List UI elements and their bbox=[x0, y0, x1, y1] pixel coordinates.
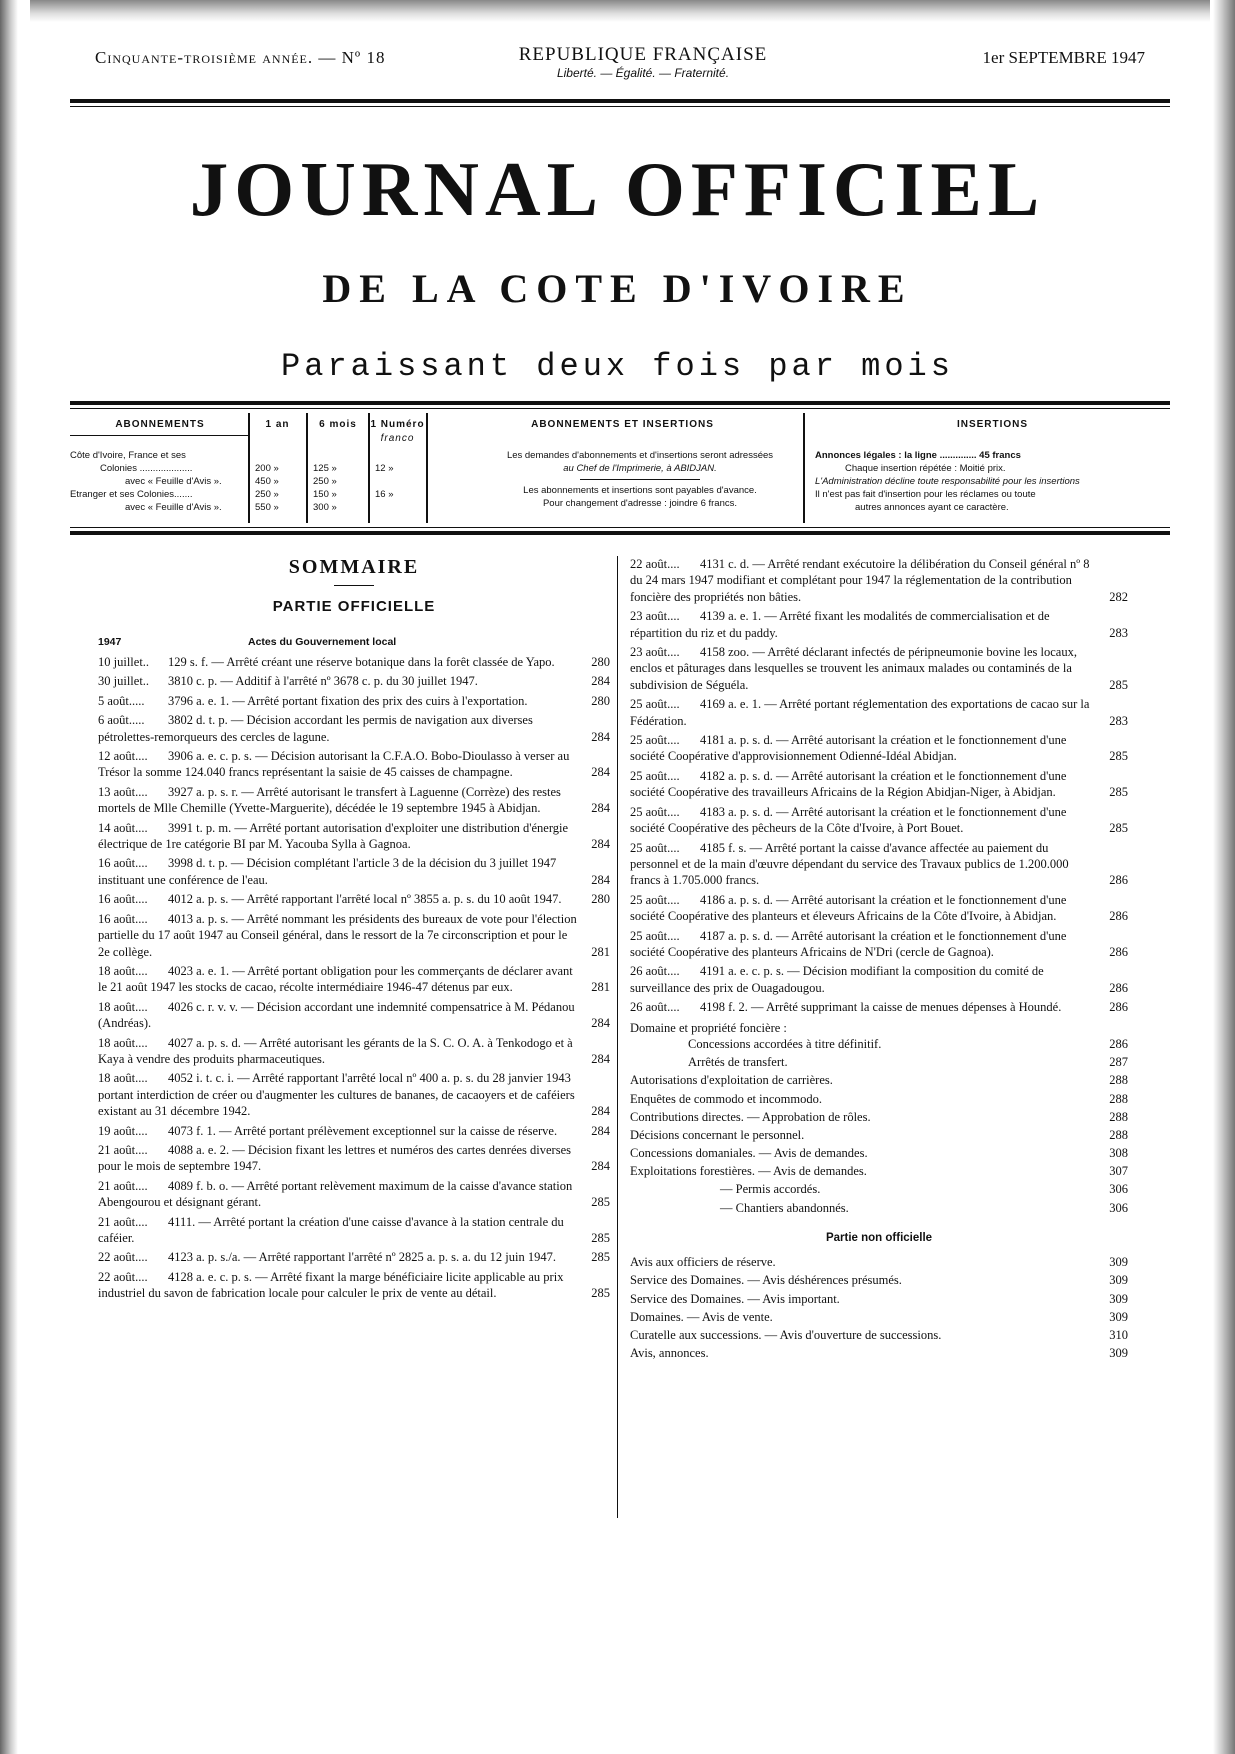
line-text: — Chantiers abandonnés. bbox=[720, 1200, 849, 1215]
partie-non-officielle-title: Partie non officielle bbox=[825, 1231, 933, 1244]
line-text: Autorisations d'exploitation de carrières. bbox=[630, 1073, 833, 1088]
rule-box-bottom-thick bbox=[70, 531, 1170, 535]
entry-date: 25 août.... bbox=[630, 733, 680, 748]
line-text: Exploitations forestières. — Avis de demandes. bbox=[630, 1164, 867, 1179]
price-6-mois: 150 » bbox=[313, 489, 337, 500]
entry-text: 4191 a. e. c. p. s. — Décision modifiant la composition du comité de surveillance des prix de Ouagadougou. bbox=[630, 964, 1044, 995]
non-officielle-list bbox=[630, 1254, 1128, 1363]
sommaire-entry bbox=[98, 712, 610, 745]
entry-page: 280 bbox=[591, 693, 610, 708]
entry-text: 4123 a. p. s./a. — Arrêté rapportant l'arrêté nº 2825 a. p. s. a. du 12 juin 1947. bbox=[168, 1250, 556, 1265]
domaine-list bbox=[630, 1036, 1128, 1072]
sommaire-entry bbox=[630, 963, 1128, 996]
entry-page: 286 bbox=[1109, 1000, 1128, 1015]
motto: Liberté. — Égalité. — Fraternité. bbox=[556, 66, 730, 80]
sommaire-entry bbox=[98, 1249, 610, 1265]
entry-text: 4088 a. e. 2. — Décision fixant les lettres et numéros des cartes denrées diverses pour le mois de septembre 1947. bbox=[98, 1142, 571, 1174]
scan-edge-right bbox=[1213, 0, 1235, 1754]
section-label: Actes du Gouvernement local bbox=[248, 636, 397, 648]
entry-page: 284 bbox=[591, 1123, 610, 1138]
rule-box-top-thick bbox=[70, 401, 1170, 405]
sommaire-entry bbox=[630, 768, 1128, 801]
line-page: 288 bbox=[1109, 1127, 1128, 1142]
entry-date: 26 août.... bbox=[630, 1000, 680, 1015]
insertion-line: Chaque insertion répétée : Moitié prix. bbox=[845, 463, 1006, 474]
line-page: 309 bbox=[1109, 1309, 1128, 1324]
condition-line: Les abonnements et insertions sont payables d'avance. bbox=[523, 485, 757, 496]
price-1-an: 250 » bbox=[255, 489, 279, 500]
entry-date: 12 août.... bbox=[98, 749, 148, 764]
price-6-mois: 125 » bbox=[313, 463, 337, 474]
entry-page: 284 bbox=[591, 1051, 610, 1066]
sommaire-entry bbox=[98, 654, 610, 670]
entry-date: 25 août.... bbox=[630, 804, 680, 819]
entry-page: 281 bbox=[591, 980, 610, 995]
line-text: Avis aux officiers de réserve. bbox=[630, 1255, 776, 1270]
subscription-rows bbox=[70, 449, 470, 514]
sommaire-line bbox=[630, 1272, 1128, 1290]
sommaire-entry bbox=[98, 1142, 610, 1175]
entry-text: 3927 a. p. s. r. — Arrêté autorisant le transfert à Laguenne (Corrèze) des restes mortels de Mlle Chemille (Yvette-Marguerite), décédée le 19 septembre 1945 à Abidjan. bbox=[98, 784, 561, 816]
line-page: 288 bbox=[1109, 1073, 1128, 1088]
subscription-conditions bbox=[445, 449, 835, 510]
subscription-row bbox=[70, 449, 470, 462]
price-1-an: 200 » bbox=[255, 463, 279, 474]
line-text: Contributions directes. — Approbation de rôles. bbox=[630, 1109, 871, 1124]
scan-edge-top bbox=[30, 0, 1210, 22]
line-page: 309 bbox=[1109, 1291, 1128, 1306]
sommaire-line bbox=[630, 1145, 1128, 1163]
entry-date: 26 août.... bbox=[630, 964, 680, 979]
sommaire-line bbox=[630, 1254, 1128, 1272]
line-text: Arrêtés de transfert. bbox=[688, 1055, 788, 1070]
entry-date: 21 août.... bbox=[98, 1214, 148, 1229]
entry-date: 18 août.... bbox=[98, 1071, 148, 1086]
sommaire-line bbox=[630, 1345, 1128, 1363]
sommaire-entry bbox=[630, 840, 1128, 889]
column-separator bbox=[617, 556, 618, 1518]
line-text: Avis, annonces. bbox=[630, 1346, 709, 1361]
entry-date: 30 juillet.. bbox=[98, 674, 150, 689]
entry-date: 6 août..... bbox=[98, 713, 145, 728]
entry-text: 4073 f. 1. — Arrêté portant prélèvement exceptionnel sur la caisse de réserve. bbox=[168, 1123, 558, 1138]
sommaire-entry bbox=[98, 1178, 610, 1211]
line-page: 309 bbox=[1109, 1346, 1128, 1361]
sommaire-entry bbox=[630, 804, 1128, 837]
sommaire-line bbox=[630, 1054, 1128, 1072]
sommaire-line bbox=[630, 1091, 1128, 1109]
entry-text: 4111. — Arrêté portant la création d'une caisse d'avance à la station centrale du caféier. bbox=[98, 1214, 564, 1245]
republic-block bbox=[493, 44, 793, 80]
line-text: Service des Domaines. — Avis déshérences présumés. bbox=[630, 1273, 902, 1288]
sommaire-entry bbox=[98, 1123, 610, 1139]
sommaire-entry bbox=[630, 696, 1128, 729]
divider bbox=[580, 479, 700, 480]
condition-line: au Chef de l'Imprimerie, à ABIDJAN. bbox=[563, 463, 717, 474]
entry-page: 284 bbox=[591, 1104, 610, 1119]
entry-page: 286 bbox=[1109, 944, 1128, 959]
entry-date: 23 août.... bbox=[630, 609, 680, 624]
entry-date: 14 août.... bbox=[98, 820, 148, 835]
header-underline bbox=[70, 435, 250, 436]
line-text: Domaines. — Avis de vente. bbox=[630, 1309, 773, 1324]
entry-page: 284 bbox=[591, 674, 610, 689]
subscription-table bbox=[70, 413, 1170, 523]
sommaire-entry bbox=[630, 608, 1128, 641]
entry-text: 4198 f. 2. — Arrêté supprimant la caisse de menues dépenses à Houndé. bbox=[700, 1000, 1062, 1015]
entry-text: 4052 i. t. c. i. — Arrêté rapportant l'arrêté local nº 400 a. p. s. du 28 janvier 1943 portant interdiction de créer ou d'augmenter les cultures de bananes, de cacaoyers et de caféiers existant au 31 décembre 1942. bbox=[98, 1071, 575, 1119]
subscription-row bbox=[70, 501, 470, 514]
entry-date: 25 août.... bbox=[630, 928, 680, 943]
price-6-mois: 300 » bbox=[313, 502, 337, 513]
subscription-row bbox=[70, 475, 470, 488]
sommaire-line bbox=[630, 1291, 1128, 1309]
domaine-title: Domaine et propriété foncière : bbox=[630, 1020, 787, 1035]
line-text: Curatelle aux successions. — Avis d'ouverture de successions. bbox=[630, 1328, 942, 1342]
issue-date: 1er SEPTEMBRE 1947 bbox=[982, 48, 1145, 67]
sommaire-entry bbox=[630, 999, 1128, 1015]
sommaire-line bbox=[630, 1109, 1128, 1127]
price-1-an: 450 » bbox=[255, 476, 279, 487]
condition-line: Pour changement d'adresse : joindre 6 francs. bbox=[542, 498, 738, 509]
rule-box-bottom-thin bbox=[70, 527, 1170, 528]
line-text: — Permis accordés. bbox=[720, 1182, 821, 1197]
sommaire-title: SOMMAIRE bbox=[288, 556, 420, 578]
entry-date: 18 août.... bbox=[98, 1035, 148, 1050]
entry-date: 16 août.... bbox=[98, 911, 148, 926]
sommaire-entry bbox=[98, 999, 610, 1032]
sommaire-entry bbox=[98, 855, 610, 888]
rule-top-thick bbox=[70, 99, 1170, 103]
entry-text: 4182 a. p. s. d. — Arrêté autorisant la création et le fonctionnement d'une société Coopérative des travailleurs Africains de la Région Abidjan-Niger, à Abidjan. bbox=[630, 768, 1067, 800]
publication-frequency: Paraissant deux fois par mois bbox=[281, 348, 954, 385]
entry-text: 3810 c. p. — Additif à l'arrêté nº 3678 c. p. du 30 juillet 1947. bbox=[168, 674, 478, 689]
sommaire-entry bbox=[98, 693, 610, 709]
masthead-topline bbox=[95, 44, 1145, 90]
sommaire-entry bbox=[630, 732, 1128, 765]
entry-text: 129 s. f. — Arrêté créant une réserve botanique dans la forêt classée de Yapo. bbox=[168, 655, 555, 669]
sommaire-entry bbox=[98, 1269, 610, 1302]
entry-page: 284 bbox=[591, 765, 610, 780]
line-text: Service des Domaines. — Avis important. bbox=[630, 1291, 840, 1306]
entry-date: 25 août.... bbox=[630, 892, 680, 907]
line-text: Concessions domaniales. — Avis de demandes. bbox=[630, 1146, 868, 1161]
entry-page: 284 bbox=[591, 872, 610, 887]
sommaire-right-column bbox=[630, 556, 1128, 1363]
sommaire-line bbox=[630, 1072, 1128, 1090]
entry-date: 13 août.... bbox=[98, 784, 148, 799]
price-numero: 16 » bbox=[375, 489, 394, 500]
entry-text: 4131 c. d. — Arrêté rendant exécutoire la délibération du Conseil général nº 8 du 24 mars 1947 modifiant et complétant pour 1947 la réglementation de la contribution foncière des propriétés non bâties. bbox=[630, 557, 1090, 604]
header-1-an: 1 an bbox=[265, 419, 290, 430]
price-numero: 12 » bbox=[375, 463, 394, 474]
entry-page: 280 bbox=[591, 892, 610, 907]
header-insertions: INSERTIONS bbox=[956, 419, 1029, 430]
misc-list bbox=[630, 1072, 1128, 1218]
entry-page: 286 bbox=[1109, 909, 1128, 924]
rule-top-thin bbox=[70, 106, 1170, 107]
sommaire-entry bbox=[630, 644, 1128, 693]
entry-text: 4181 a. p. s. d. — Arrêté autorisant la création et le fonctionnement d'une société Coopérative d'approvisionnement Odienné-Idéal Abidjan. bbox=[630, 733, 1067, 764]
insertion-line: Annonces légales : la ligne .............. 45 francs bbox=[815, 450, 1021, 461]
price-1-an: 550 » bbox=[255, 502, 279, 513]
entry-page: 284 bbox=[591, 1016, 610, 1031]
entry-page: 285 bbox=[591, 1250, 610, 1265]
entry-text: 4128 a. e. c. p. s. — Arrêté fixant la marge bénéficiaire licite applicable au prix industriel du savon de fabrication locale pour calculer le prix de vente au détail. bbox=[98, 1269, 564, 1301]
scan-edge-left bbox=[0, 0, 18, 1754]
entry-text: 3998 d. t. p. — Décision complétant l'article 3 de la décision du 3 juillet 1947 instituant une conférence de l'eau. bbox=[98, 856, 557, 887]
line-page: 310 bbox=[1109, 1328, 1128, 1342]
sommaire-line bbox=[630, 1327, 1128, 1345]
sommaire-entry bbox=[630, 892, 1128, 925]
line-page: 308 bbox=[1109, 1146, 1128, 1161]
header-abonnements: ABONNEMENTS bbox=[115, 419, 205, 430]
entry-date: 25 août.... bbox=[630, 697, 680, 712]
entry-page: 285 bbox=[591, 1231, 610, 1245]
entry-text: 3906 a. e. c. p. s. — Décision autorisant la C.F.A.O. Bobo-Dioulasso à verser au Trésor la somme 124.040 francs représentant la saisie de 45 caisses de champagne. bbox=[98, 749, 570, 780]
entry-text: 3991 t. p. m. — Arrêté portant autorisation d'exploiter une distribution d'énergie électrique de 1re catégorie BI par M. Yacouba Sylla à Gagnoa. bbox=[98, 820, 569, 852]
entry-date: 21 août.... bbox=[98, 1142, 148, 1157]
line-page: 306 bbox=[1109, 1182, 1128, 1197]
entry-date: 5 août..... bbox=[98, 693, 145, 708]
entry-page: 284 bbox=[591, 837, 610, 852]
row-label: avec « Feuille d'Avis ». bbox=[125, 476, 222, 487]
entry-text: 3802 d. t. p. — Décision accordant les permis de navigation aux diverses pétrolettes-remorqueurs des cercles de lagune. bbox=[98, 713, 533, 744]
subscription-row bbox=[70, 488, 470, 501]
header-abonnements-insertions: ABONNEMENTS ET INSERTIONS bbox=[531, 419, 714, 430]
sommaire-heading bbox=[98, 556, 610, 615]
right-entries bbox=[630, 556, 1128, 1016]
entry-text: 4013 a. p. s. — Arrêté nommant les présidents des bureaux de vote pour l'élection partielle du 17 août 1947 au Conseil général, dans le ressort de la 7e circonscription et pour le 2e collège. bbox=[98, 911, 577, 959]
entry-page: 285 bbox=[1109, 821, 1128, 836]
header-6-mois: 6 mois bbox=[319, 419, 357, 430]
subscription-row bbox=[70, 462, 470, 475]
issue-number: Cinquante-troisième année. — Nº 18 bbox=[95, 48, 386, 67]
entry-page: 283 bbox=[1109, 713, 1128, 728]
line-page: 309 bbox=[1109, 1273, 1128, 1288]
entry-text: 3796 a. e. 1. — Arrêté portant fixation des prix des cuirs à l'exportation. bbox=[168, 693, 528, 708]
row-label: Côte d'Ivoire, France et ses bbox=[70, 450, 186, 461]
entry-page: 284 bbox=[591, 729, 610, 744]
sommaire-entry bbox=[98, 784, 610, 817]
entry-page: 284 bbox=[591, 801, 610, 816]
entry-text: 4158 zoo. — Arrêté déclarant infectés de péripneumonie bovine les locaux, enclos et pâturages dans lesquelles se trouvent les animaux malades ou contaminés de la subdivision de Séguéla. bbox=[630, 645, 1077, 692]
entry-page: 286 bbox=[1109, 873, 1128, 888]
entry-page: 286 bbox=[1109, 980, 1128, 995]
sommaire-entry bbox=[630, 928, 1128, 961]
header-1-numero: 1 Numéro bbox=[370, 419, 425, 430]
rule-box-top-thin bbox=[70, 408, 1170, 409]
entry-page: 280 bbox=[591, 655, 610, 669]
entry-page: 284 bbox=[591, 1159, 610, 1174]
line-page: 286 bbox=[1109, 1036, 1128, 1051]
entry-text: 4169 a. e. 1. — Arrêté portant réglementation des exportations de cacao sur la Fédération. bbox=[630, 697, 1090, 728]
entry-page: 285 bbox=[591, 1286, 610, 1301]
divider bbox=[334, 585, 374, 586]
sommaire-entry bbox=[98, 963, 610, 996]
sommaire-entry bbox=[98, 820, 610, 853]
entry-date: 23 août.... bbox=[630, 645, 680, 660]
entry-text: 4023 a. e. 1. — Arrêté portant obligation pour les commerçants de déclarer avant le 21 août 1947 les stocks de cacao, récolte intermédiaire 1946-47 détenus par eux. bbox=[98, 963, 573, 995]
entry-date: 21 août.... bbox=[98, 1178, 148, 1193]
sommaire-entry bbox=[98, 673, 610, 689]
line-page: 307 bbox=[1109, 1164, 1128, 1179]
insertion-line: autres annonces ayant ce caractère. bbox=[855, 502, 1009, 513]
condition-line: Les demandes d'abonnements et d'insertions seront adressées bbox=[506, 450, 774, 461]
row-label: Colonies .................... bbox=[100, 463, 193, 474]
line-text: Concessions accordées à titre définitif. bbox=[688, 1036, 882, 1051]
sommaire-entry bbox=[98, 1035, 610, 1068]
line-page: 288 bbox=[1109, 1091, 1128, 1106]
price-6-mois: 250 » bbox=[313, 476, 337, 487]
line-page: 287 bbox=[1109, 1055, 1128, 1070]
entry-page: 285 bbox=[1109, 677, 1128, 692]
sommaire-line bbox=[630, 1181, 1128, 1199]
entry-date: 16 août.... bbox=[98, 892, 148, 907]
partie-officielle-title: PARTIE OFFICIELLE bbox=[272, 598, 436, 615]
entry-text: 4185 f. s. — Arrêté portant la caisse d'avance affectée au paiement du personnel et de la main d'œuvre dépendant du service des Travaux publics de 1.200.000 francs à 1.705.000 francs. bbox=[630, 840, 1069, 888]
entry-text: 4026 c. r. v. v. — Décision accordant une indemnité compensatrice à M. Pédanou (Andréas). bbox=[98, 999, 575, 1031]
sommaire-line bbox=[630, 1163, 1128, 1181]
insertion-rates bbox=[815, 449, 1160, 514]
entry-page: 281 bbox=[591, 944, 610, 959]
sommaire-line bbox=[630, 1309, 1128, 1327]
entry-text: 4139 a. e. 1. — Arrêté fixant les modalités de commercialisation et de répartition du riz et du paddy. bbox=[630, 609, 1050, 640]
sommaire-line bbox=[630, 1036, 1128, 1054]
entry-date: 22 août.... bbox=[98, 1269, 148, 1284]
entry-date: 16 août.... bbox=[98, 856, 148, 871]
journal-title: JOURNAL OFFICIEL bbox=[189, 146, 1046, 232]
entry-text: 4012 a. p. s. — Arrêté rapportant l'arrêté local nº 3855 a. p. s. du 10 août 1947. bbox=[168, 892, 562, 907]
line-text: Enquêtes de commodo et incommodo. bbox=[630, 1091, 822, 1106]
entry-date: 25 août.... bbox=[630, 840, 680, 855]
entry-date: 18 août.... bbox=[98, 963, 148, 978]
line-page: 309 bbox=[1109, 1255, 1128, 1270]
entry-date: 19 août.... bbox=[98, 1123, 148, 1138]
journal-subtitle: DE LA COTE D'IVOIRE bbox=[322, 266, 913, 311]
republic-name: REPUBLIQUE FRANÇAISE bbox=[518, 44, 768, 65]
line-page: 288 bbox=[1109, 1109, 1128, 1124]
sommaire-entry bbox=[630, 556, 1128, 605]
entry-page: 285 bbox=[1109, 749, 1128, 764]
year-label: 1947 bbox=[98, 636, 122, 648]
entry-date: 22 août.... bbox=[630, 557, 680, 571]
entry-text: 4089 f. b. o. — Arrêté portant relèvement maximum de la caisse d'avance station Abengourou et désignant gérant. bbox=[98, 1178, 573, 1210]
sommaire-entry bbox=[98, 1214, 610, 1247]
sommaire-left-column bbox=[98, 654, 610, 1305]
sommaire-line bbox=[630, 1200, 1128, 1218]
entry-page: 283 bbox=[1109, 625, 1128, 640]
sommaire-entry bbox=[98, 748, 610, 781]
entry-page: 282 bbox=[1109, 589, 1128, 604]
entry-text: 4187 a. p. s. d. — Arrêté autorisant la création et le fonctionnement d'une société Coopérative des planteurs Africains de N'Dri (cercle de Gagnoa). bbox=[630, 928, 1067, 959]
insertion-line: L'Administration décline toute responsabilité pour les insertions bbox=[815, 476, 1080, 487]
entry-text: 4027 a. p. s. d. — Arrêté autorisant les gérants de la S. C. O. A. à Tenkodogo et à Kaya à vendre des produits pharmaceutiques. bbox=[98, 1035, 573, 1066]
franco-label: franco bbox=[380, 433, 415, 444]
entry-date: 18 août.... bbox=[98, 999, 148, 1014]
entry-date: 25 août.... bbox=[630, 768, 680, 783]
insertion-line: Il n'est pas fait d'insertion pour les réclames ou toute bbox=[815, 489, 1036, 500]
entry-date: 22 août.... bbox=[98, 1250, 148, 1265]
entry-page: 285 bbox=[1109, 785, 1128, 800]
sommaire-entry bbox=[98, 891, 610, 907]
entry-date: 10 juillet.. bbox=[98, 655, 150, 669]
row-label: Etranger et ses Colonies....... bbox=[70, 489, 193, 500]
row-label: avec « Feuille d'Avis ». bbox=[125, 502, 222, 513]
sommaire-line bbox=[630, 1127, 1128, 1145]
entry-text: 4183 a. p. s. d. — Arrêté autorisant la création et le fonctionnement d'une société Coopérative des pêcheurs de la Côte d'Ivoire, à Port Bouet. bbox=[630, 804, 1067, 836]
line-page: 306 bbox=[1109, 1200, 1128, 1215]
sommaire-entry bbox=[98, 911, 610, 960]
line-text: Décisions concernant le personnel. bbox=[630, 1127, 805, 1142]
sommaire-entry bbox=[98, 1070, 610, 1119]
entry-text: 4186 a. p. s. d. — Arrêté autorisant la création et le fonctionnement d'une société Coopérative des planteurs et éleveurs Africains de la Côte d'Ivoire, à Abidjan. bbox=[630, 892, 1067, 924]
entry-page: 285 bbox=[591, 1195, 610, 1210]
